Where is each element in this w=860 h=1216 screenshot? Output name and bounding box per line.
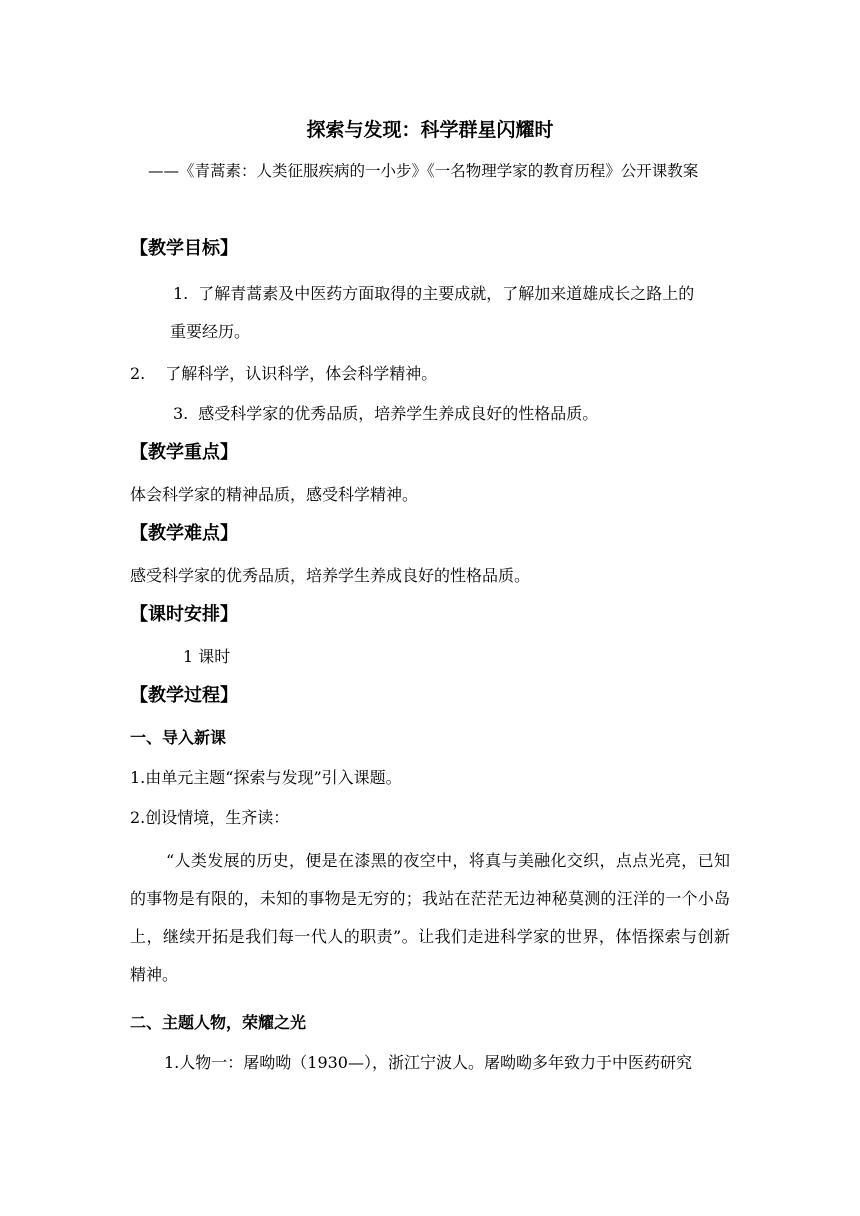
difficulties-heading: 【教学难点】: [130, 523, 238, 544]
part1-step2: 2.创设情境，生齐读：: [130, 808, 290, 827]
part2-step1: 1.人物一：屠呦呦（1930—），浙江宁波人。屠呦呦多年致力于中医药研究: [164, 1053, 692, 1072]
document-title: 探索与发现：科学群星闪耀时: [306, 119, 554, 141]
part1-quote: “人类发展的历史，便是在漆黑的夜空中，将真与美融化交织，点点光亮，已知的事物是有限的，未知的事物是无穷的；我站在茫茫无边神秘莫测的汪洋的一个小岛上，继续开拓是我们每一代人的职责”。让我们走进科学家的世界，体悟探索与创新精神。: [130, 851, 730, 984]
goal-item-1-continuation: 重要经历。: [170, 322, 251, 341]
goal-item-3-number: 3.: [173, 404, 189, 423]
schedule-heading: 【课时安排】: [130, 604, 238, 625]
goal-item-3-text: 感受科学家的优秀品质，培养学生养成良好的性格品质。: [198, 404, 599, 423]
key-points-heading: 【教学重点】: [130, 442, 238, 463]
goal-item-2-text: 了解科学，认识科学，体会科学精神。: [165, 364, 438, 383]
goal-item-2: [130, 364, 437, 384]
goal-item-2-number: 2.: [130, 364, 146, 383]
difficulties-text: 感受科学家的优秀品质，培养学生养成良好的性格品质。: [130, 566, 531, 585]
goal-item-1-number: 1.: [173, 284, 189, 303]
key-points-text: 体会科学家的精神品质，感受科学精神。: [130, 485, 419, 504]
goal-item-1-text: 了解青蒿素及中医药方面取得的主要成就，了解加来道雄成长之路上的: [198, 284, 695, 303]
goals-heading: 【教学目标】: [130, 238, 238, 259]
document-subtitle: ——《青蒿素：人类征服疾病的一小步》《一名物理学家的教育历程》公开课教案: [148, 162, 699, 180]
process-heading: 【教学过程】: [130, 685, 238, 706]
part1-step1: 1.由单元主题“探索与发现”引入课题。: [130, 768, 402, 787]
goal-item-1: [173, 275, 733, 313]
goal-item-3: [173, 404, 598, 424]
schedule-text: 1 课时: [183, 647, 231, 666]
part2-heading: 二、主题人物，荣耀之光: [130, 1013, 307, 1032]
part1-heading: 一、导入新课: [130, 728, 227, 747]
